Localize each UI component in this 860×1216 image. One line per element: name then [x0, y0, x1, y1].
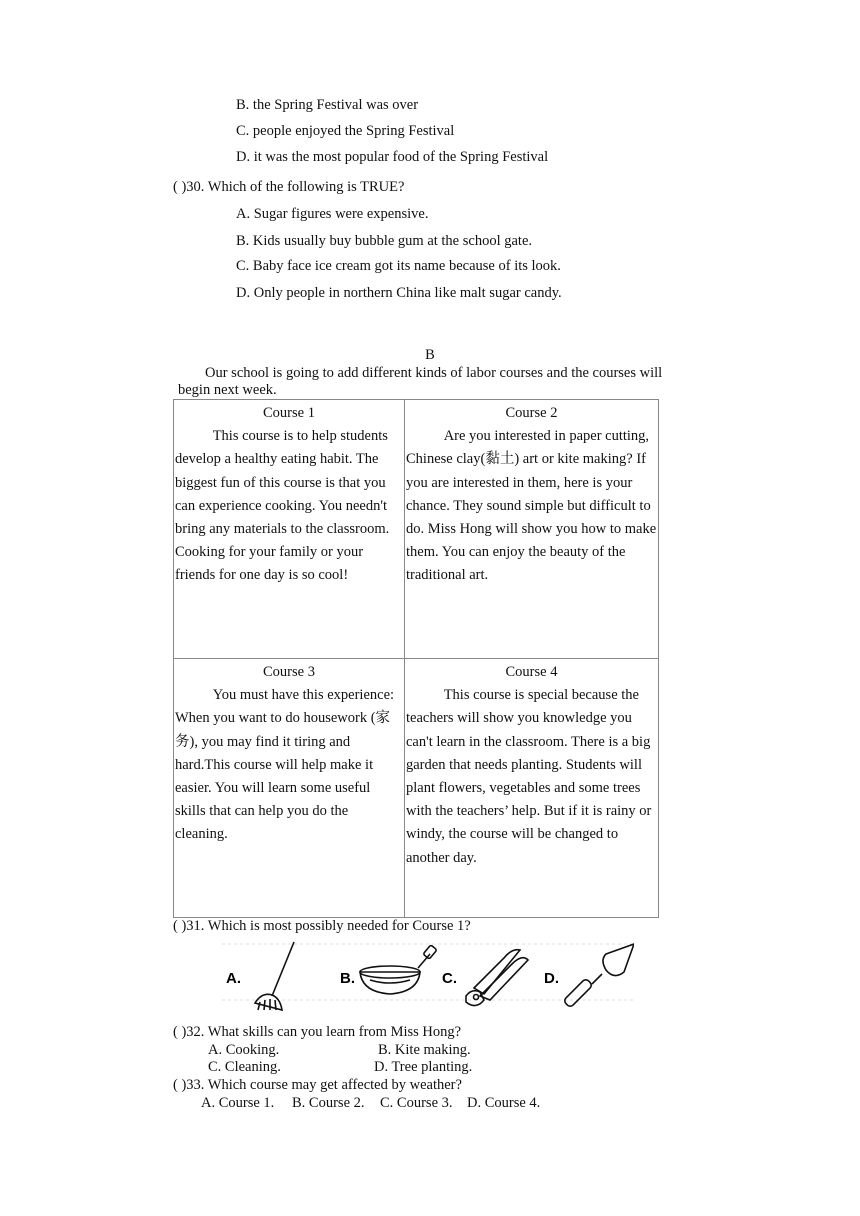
course-2-title: Course 2	[505, 405, 558, 421]
q30-stem: ( )30. Which of the following is TRUE?	[173, 179, 405, 195]
q32-stem: ( )32. What skills can you learn from Miss Hong?	[173, 1024, 462, 1040]
passage-intro-line2: begin next week.	[178, 382, 277, 398]
q32-option-d: D. Tree planting.	[374, 1059, 473, 1075]
course-3-cell	[174, 659, 405, 918]
q30-option-a: A. Sugar figures were expensive.	[236, 206, 429, 222]
trowel-icon	[563, 944, 634, 1008]
course-1-title: Course 1	[263, 405, 315, 421]
q29-option-b: B. the Spring Festival was over	[236, 97, 419, 113]
picture-c-label: C.	[442, 970, 457, 987]
q33-option-c: C. Course 3.	[380, 1095, 453, 1111]
passage-intro-line1: Our school is going to add different kinds of labor courses and the courses will	[205, 365, 663, 381]
course-4-cell	[405, 659, 659, 918]
q30-option-b: B. Kids usually buy bubble gum at the school gate.	[236, 233, 533, 249]
courses-table	[173, 399, 659, 918]
course-3-title: Course 3	[263, 664, 315, 680]
q33-option-b: B. Course 2.	[292, 1095, 365, 1111]
course-4-title: Course 4	[505, 664, 558, 680]
q32-option-a: A. Cooking.	[208, 1042, 280, 1058]
picture-d-label: D.	[544, 970, 559, 987]
q33-stem: ( )33. Which course may get affected by weather?	[173, 1077, 462, 1093]
q32-option-b: B. Kite making.	[378, 1042, 471, 1058]
course-2-body: Are you interested in paper cutting, Chinese clay(黏土) art or kite making? If you are interested in them, here is your chance. They sound simple but difficult to do. Miss Hong will show you how to make them. You can enjoy the beauty of the traditional art.	[406, 428, 657, 584]
q30-option-c: C. Baby face ice cream got its name because of its look.	[236, 258, 561, 274]
course-4-body: This course is special because the teachers will show you knowledge you can't learn in the classroom. There is a big garden that needs planting. Students will plant flowers, vegetables and some trees with the teachers’ help. But if it is rainy or windy, the course will be changed to another day.	[406, 687, 652, 866]
q33-option-d: D. Course 4.	[467, 1095, 541, 1111]
picture-b-label: B.	[340, 970, 355, 987]
pliers-icon	[466, 950, 528, 1006]
q31-pictures-svg	[222, 940, 634, 1014]
q31-stem: ( )31. Which is most possibly needed for Course 1?	[173, 918, 471, 934]
course-3-body: You must have this experience: When you want to do housework (家务), you may find it tiring and hard.This course will help make it easier. You will learn some useful skills that can help you do the cleaning.	[175, 687, 395, 843]
q30-option-d: D. Only people in northern China like malt sugar candy.	[236, 285, 562, 301]
course-1-cell	[174, 400, 405, 659]
course-2-cell	[405, 400, 659, 659]
passage-heading: B	[425, 347, 435, 363]
q29-option-c: C. people enjoyed the Spring Festival	[236, 123, 455, 139]
q29-option-d: D. it was the most popular food of the Spring Festival	[236, 149, 549, 165]
picture-a-label: A.	[226, 970, 241, 987]
q33-option-a: A. Course 1.	[201, 1095, 275, 1111]
q32-option-c: C. Cleaning.	[208, 1059, 281, 1075]
q31-picture-options	[222, 940, 634, 1014]
course-1-body: This course is to help students develop a healthy eating habit. The biggest fun of this course is that you can experience cooking. You needn't bring any materials to the classroom. Cooking for your family or your friends for one day is so cool!	[175, 428, 390, 584]
wok-icon	[360, 945, 437, 994]
